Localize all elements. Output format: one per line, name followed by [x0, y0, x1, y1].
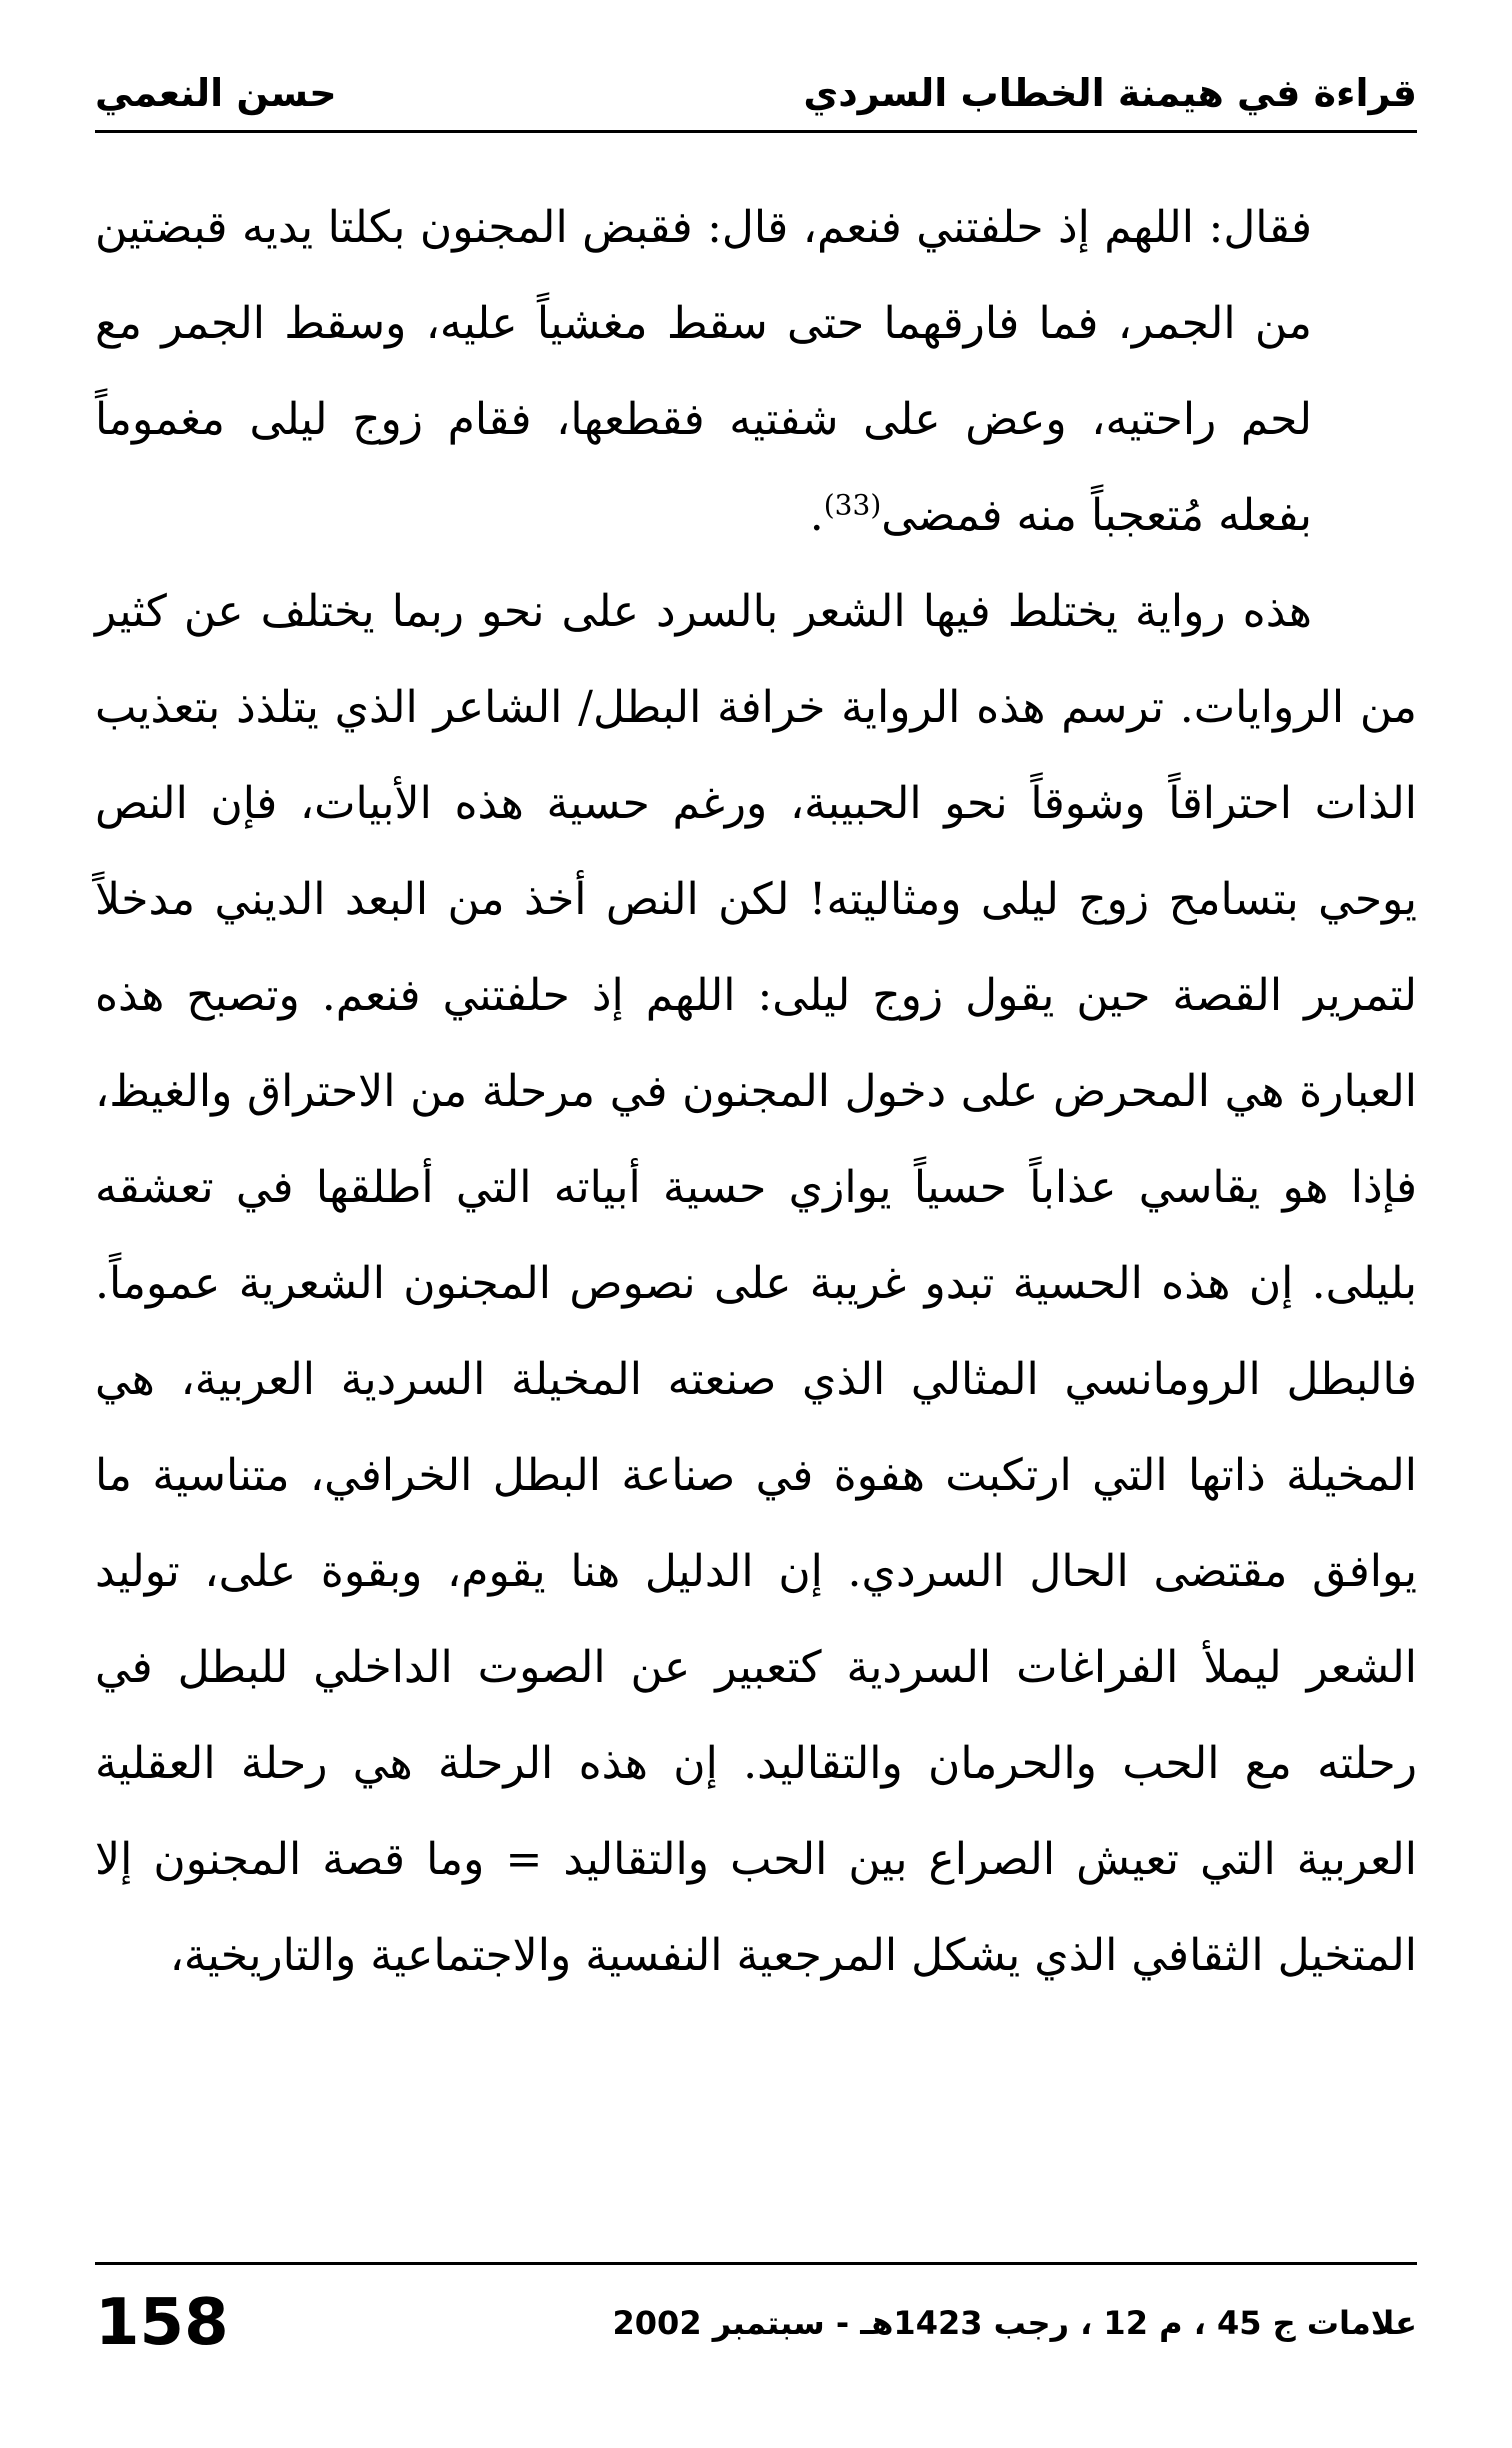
footer-divider: [95, 2262, 1417, 2265]
running-header: [95, 62, 1417, 124]
journal-citation: علامات ج 45 ، م 12 ، رجب 1423هـ - سبتمبر 2002: [612, 2304, 1417, 2342]
body-text: [95, 180, 1417, 2004]
quote-end-punctuation: .: [809, 490, 824, 541]
quote-text: فقال: اللهم إذ حلفتني فنعم، قال: فقبض المجنون بكلتا يديه قبضتين من الجمر، فما فارقهما حتى سقط مغشياً عليه، وسقط الجمر مع لحم راحتيه، وعض على شفتيه فقطعها، فقام زوج ليلى مغموماً بفعله مُتعجباً منه فمضى: [95, 202, 1312, 541]
quote-paragraph: [95, 180, 1312, 564]
running-footer: [95, 2278, 1417, 2368]
article-title: قراءة في هيمنة الخطاب السردي: [803, 71, 1417, 115]
author-name: حسن النعمي: [95, 71, 337, 115]
page-number: 158: [95, 2286, 229, 2360]
main-paragraph-block: [95, 564, 1417, 2004]
quoted-passage: [95, 180, 1417, 564]
header-divider: [95, 130, 1417, 133]
footnote-reference: (33): [823, 488, 882, 522]
main-paragraph: هذه رواية يختلط فيها الشعر بالسرد على نحو ربما يختلف عن كثير من الروايات. ترسم هذه الرواية خرافة البطل/ الشاعر الذي يتلذذ بتعذيب الذات احتراقاً وشوقاً نحو الحبيبة، ورغم حسية هذه الأبيات، فإن النص يوحي بتسامح زوج ليلى ومثاليته! لكن النص أخذ من البعد الديني مدخلاً لتمرير القصة حين يقول زوج ليلى: اللهم إذ حلفتني فنعم. وتصبح هذه العبارة هي المحرض على دخول المجنون في مرحلة من الاحتراق والغيظ، فإذا هو يقاسي عذاباً حسياً يوازي حسية أبياته التي أطلقها في تعشقه بليلى. إن هذه الحسية تبدو غريبة على نصوص المجنون الشعرية عموماً. فالبطل الرومانسي المثالي الذي صنعته المخيلة السردية العربية، هي المخيلة ذاتها التي ارتكبت هفوة في صناعة البطل الخرافي، متناسية ما يوافق مقتضى الحال السردي. إن الدليل هنا يقوم، وبقوة على، توليد الشعر ليملأ الفراغات السردية كتعبير عن الصوت الداخلي للبطل في رحلته مع الحب والحرمان والتقاليد. إن هذه الرحلة هي رحلة العقلية العربية التي تعيش الصراع بين الحب والتقاليد = وما قصة المجنون إلا المتخيل الثقافي الذي يشكل المرجعية النفسية والاجتماعية والتاريخية،: [95, 586, 1417, 1981]
